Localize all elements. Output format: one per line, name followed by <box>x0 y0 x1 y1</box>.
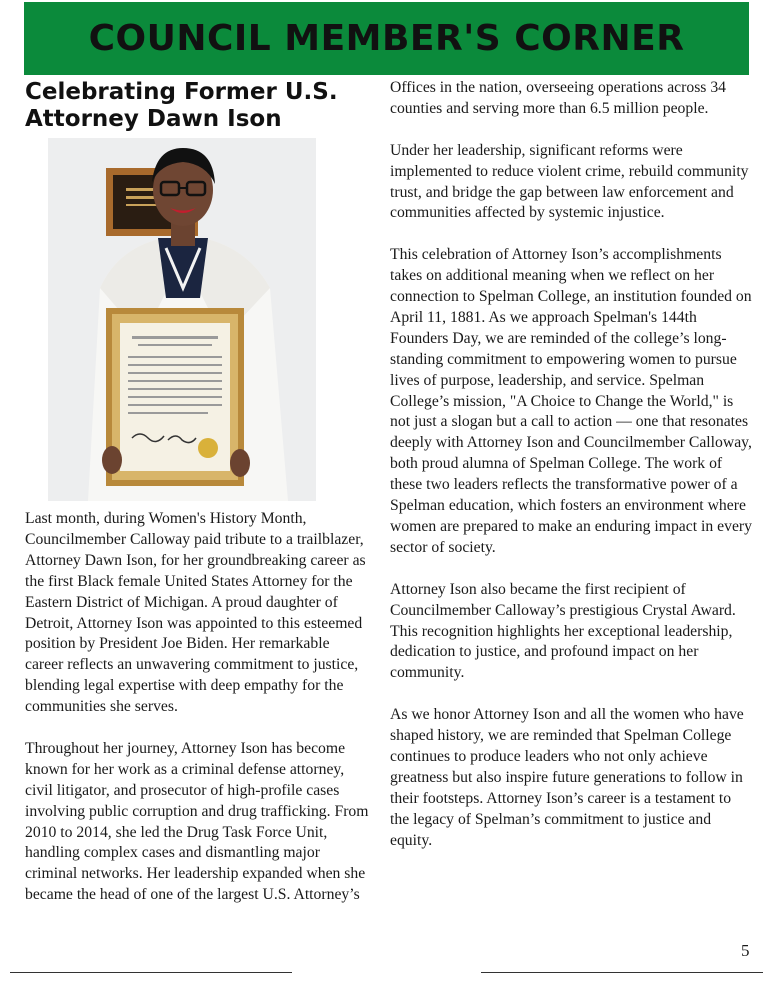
left-column <box>25 509 370 927</box>
paragraph: Attorney Ison also became the first recipient of Councilmember Calloway’s prestigious Crystal Award. This recognition highlights her exceptional leadership, dedication to justice, and profound impact on her community. <box>390 580 736 682</box>
article-photo <box>48 138 316 501</box>
footer-divider-right <box>481 972 763 973</box>
paragraph: This celebration of Attorney Ison’s accomplishments takes on additional meaning when we reflect on her connection to Spelman College, an institution founded on April 11, 1881. As we approach Spelman's 144th Founders Day, we are reminded of the college’s long-standing commitment to empowering women to pursue lives of purpose, leadership, and service. Spelman College’s mission, "A Choice to Change the World," is not just a slogan but a call to action — one that resonates deeply with Attorney Ison and Councilmember Calloway, both proud alumna of Spelman College. The work of these two leaders reflects the transformative power of a Spelman education, which fosters an environment where women are prepared to make an enduring impact in every sector of society. <box>390 246 752 556</box>
header-banner <box>24 2 749 75</box>
article-title: Celebrating Former U.S. Attorney Dawn Ison <box>25 79 338 132</box>
right-column <box>390 78 752 872</box>
footer-divider-left <box>10 972 292 973</box>
paragraph: Offices in the nation, overseeing operations across 34 counties and serving more than 6.5 million people. <box>390 79 727 117</box>
paragraph: As we honor Attorney Ison and all the women who have shaped history, we are reminded that Spelman College continues to produce leaders who not only achieve greatness but also inspire future generations to follow in their footsteps. Attorney Ison’s career is a testament to the legacy of Spelman’s commitment to justice and equity. <box>390 706 744 849</box>
paragraph: Throughout her journey, Attorney Ison has become known for her work as a criminal defense attorney, civil litigator, and prosecutor of high-profile cases involving public corruption and drug trafficking. From 2010 to 2014, she led the Drug Task Force Unit, handling complex cases and dismantling major criminal networks. Her leadership expanded when she became the head of one of the largest U.S. Attorney’s <box>25 739 369 904</box>
paragraph: Last month, during Women's History Month, Councilmember Calloway paid tribute to a trailblazer, Attorney Dawn Ison, for her groundbreaking career as the first Black female United States Attorney for the Eastern District of Michigan. A proud daughter of Detroit, Attorney Ison was appointed to this esteemed position by President Joe Biden. Her remarkable career reflects an unwavering commitment to justice, blending legal expertise with deep empathy for the communities she serves. <box>25 510 366 716</box>
page-number: 5 <box>741 941 750 960</box>
photo-illustration <box>48 138 316 501</box>
banner-title: COUNCIL MEMBER'S CORNER <box>88 18 685 59</box>
paragraph: Under her leadership, significant reforms were implemented to reduce violent crime, rebuild community trust, and bridge the gap between law enforcement and communities affected by systemic injustice. <box>390 141 749 222</box>
